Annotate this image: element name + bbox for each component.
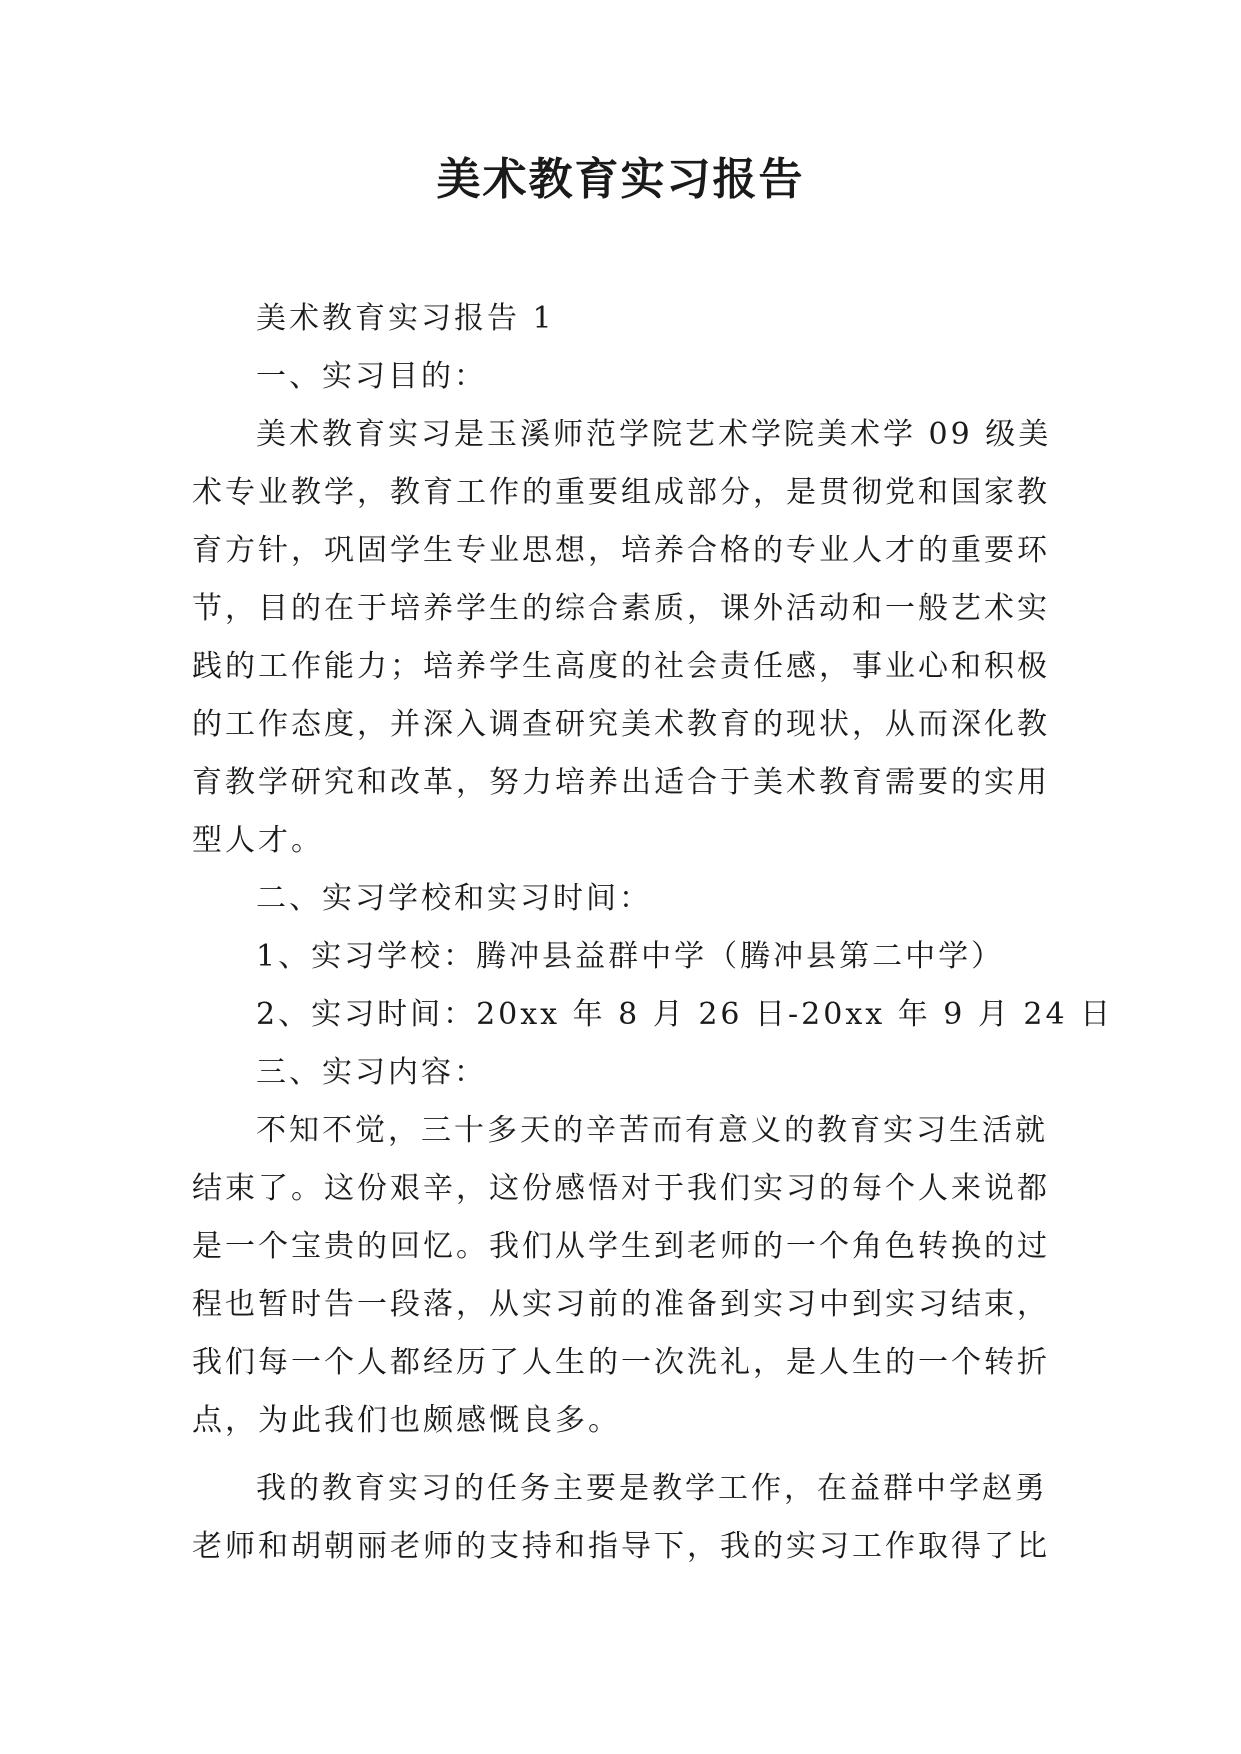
text-line: 节，目的在于培养学生的综合素质，课外活动和一般艺术实 (192, 591, 1050, 626)
text-line: 育教学研究和改革，努力培养出适合于美术教育需要的实用 (192, 765, 1050, 800)
text-line: 二、实习学校和实习时间： (256, 881, 652, 916)
text-line: 程也暂时告一段落，从实习前的准备到实习中到实习结束， (192, 1287, 1050, 1322)
text-line: 结束了。这份艰辛，这份感悟对于我们实习的每个人来说都 (192, 1171, 1050, 1206)
text-line: 我的教育实习的任务主要是教学工作，在益群中学赵勇 (256, 1471, 1048, 1506)
text-line: 型人才。 (192, 823, 324, 858)
text-line: 是一个宝贵的回忆。我们从学生到老师的一个角色转换的过 (192, 1229, 1050, 1264)
text-line: 1、实习学校：腾冲县益群中学（腾冲县第二中学） (256, 939, 1005, 974)
text-line: 育方针，巩固学生专业思想，培养合格的专业人才的重要环 (192, 533, 1050, 568)
text-line: 2、实习时间：20xx 年 8 月 26 日-20xx 年 9 月 24 日 (256, 997, 1114, 1032)
text-line: 不知不觉，三十多天的辛苦而有意义的教育实习生活就 (256, 1113, 1048, 1148)
paragraph-gap (192, 1450, 1050, 1460)
document-title: 美术教育实习报告 (436, 154, 805, 205)
text-line: 美术教育实习是玉溪师范学院艺术学院美术学 09 级美 (256, 417, 1052, 452)
text-line: 一、实习目的： (256, 359, 487, 394)
text-line: 的工作态度，并深入调查研究美术教育的现状，从而深化教 (192, 707, 1050, 742)
text-line: 践的工作能力；培养学生高度的社会责任感，事业心和积极 (192, 649, 1050, 684)
text-line: 美术教育实习报告 1 (256, 301, 555, 336)
text-line: 术专业教学，教育工作的重要组成部分，是贯彻党和国家教 (192, 475, 1050, 510)
text-line: 三、实习内容： (256, 1055, 487, 1090)
document-body (192, 290, 1114, 1576)
text-line: 点，为此我们也颇感慨良多。 (192, 1403, 621, 1438)
text-line: 老师和胡朝丽老师的支持和指导下，我的实习工作取得了比 (192, 1529, 1050, 1564)
text-line: 我们每一个人都经历了人生的一次洗礼，是人生的一个转折 (192, 1345, 1050, 1380)
